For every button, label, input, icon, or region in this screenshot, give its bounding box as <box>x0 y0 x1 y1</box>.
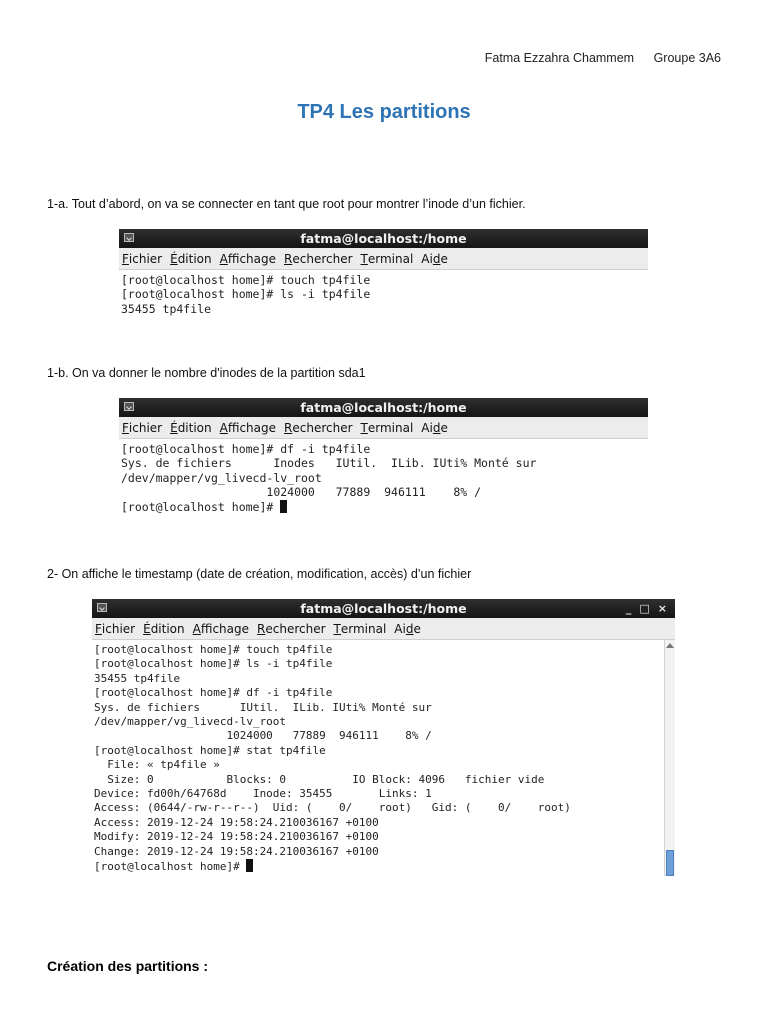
terminal-app-icon <box>124 233 134 242</box>
terminal-prompt: [root@localhost home]# <box>121 499 281 514</box>
terminal-menubar <box>92 618 675 640</box>
menu-edition[interactable]: Édition <box>143 622 185 636</box>
terminal-titlebar <box>92 599 675 618</box>
window-controls <box>620 599 669 618</box>
terminal-line: [root@localhost home]# ls -i tp4file <box>121 287 371 302</box>
terminal-prompt-line <box>94 859 663 874</box>
menu-affichage[interactable]: Affichage <box>219 421 277 435</box>
terminal-line: [root@localhost home]# stat tp4file <box>94 743 326 757</box>
terminal-window-2 <box>119 398 648 516</box>
terminal-output[interactable] <box>92 640 663 875</box>
menu-terminal[interactable]: Terminal <box>333 622 387 636</box>
menu-aide[interactable]: Aide <box>421 421 448 435</box>
menu-terminal[interactable]: Terminal <box>360 252 414 266</box>
menu-aide[interactable]: Aide <box>394 622 421 636</box>
terminal-line: [root@localhost home]# touch tp4file <box>94 643 333 656</box>
menu-affichage[interactable]: Affichage <box>219 252 277 266</box>
terminal-prompt-line <box>121 500 648 514</box>
terminal-line: 1024000 77889 946111 8% / <box>121 485 482 500</box>
paragraph-1b: 1-b. On va donner le nombre d'inodes de la partition sda1 <box>47 366 366 380</box>
scroll-up-arrow-icon[interactable] <box>666 643 674 648</box>
terminal-title: fatma@localhost:/home <box>300 601 467 616</box>
terminal-line: /dev/mapper/vg_livecd-lv_root <box>121 470 322 485</box>
menu-rechercher[interactable]: Rechercher <box>257 622 326 636</box>
terminal-window-3 <box>92 599 675 876</box>
text-cursor <box>246 859 253 872</box>
menu-affichage[interactable]: Affichage <box>192 622 250 636</box>
scroll-thumb[interactable] <box>666 850 674 876</box>
group-label: Groupe 3A6 <box>653 51 721 65</box>
minimize-icon[interactable]: _ <box>625 602 634 615</box>
menu-rechercher[interactable]: Rechercher <box>284 252 353 266</box>
menu-fichier[interactable]: Fichier <box>122 252 163 266</box>
terminal-line: 35455 tp4file <box>121 301 212 316</box>
terminal-output[interactable] <box>119 439 648 514</box>
menu-edition[interactable]: Édition <box>170 421 212 435</box>
terminal-prompt: [root@localhost home]# <box>94 860 247 874</box>
close-icon[interactable]: × <box>657 602 669 615</box>
terminal-menubar <box>119 248 648 270</box>
terminal-line: Size: 0 Blocks: 0 IO Block: 4096 fichier vide <box>94 772 545 786</box>
maximize-icon[interactable]: □ <box>639 602 652 615</box>
terminal-app-icon <box>124 402 134 411</box>
terminal-title: fatma@localhost:/home <box>300 231 467 246</box>
terminal-output[interactable] <box>119 270 648 316</box>
author-name: Fatma Ezzahra Chammem <box>484 51 635 65</box>
menu-rechercher[interactable]: Rechercher <box>284 421 353 435</box>
paragraph-2: 2- On affiche le timestamp (date de création, modification, accès) d’un fichier <box>47 567 472 581</box>
terminal-line: [root@localhost home]# touch tp4file <box>121 273 371 287</box>
paragraph-1a: 1-a. Tout d’abord, on va se connecter en tant que root pour montrer l’inode d’un fichier. <box>47 197 526 211</box>
terminal-line: 1024000 77889 946111 8% / <box>94 729 432 743</box>
terminal-line: Device: fd00h/64768d Inode: 35455 Links: 1 <box>94 787 432 801</box>
menu-terminal[interactable]: Terminal <box>360 421 414 435</box>
terminal-line: /dev/mapper/vg_livecd-lv_root <box>94 715 287 729</box>
terminal-menubar <box>119 417 648 439</box>
menu-fichier[interactable]: Fichier <box>122 421 163 435</box>
terminal-line: Sys. de fichiers IUtil. ILib. IUti% Monté sur <box>94 700 432 714</box>
terminal-titlebar <box>119 398 648 417</box>
terminal-title: fatma@localhost:/home <box>300 400 467 415</box>
terminal-line: Access: (0644/-rw-r--r--) Uid: ( 0/ root) Gid: ( 0/ root) <box>94 801 571 815</box>
terminal-line: Modify: 2019-12-24 19:58:24.210036167 +0100 <box>94 830 379 844</box>
document-title: TP4 Les partitions <box>297 101 471 123</box>
terminal-window-1 <box>119 229 648 319</box>
text-cursor <box>280 500 287 513</box>
terminal-line: 35455 tp4file <box>94 671 181 685</box>
menu-edition[interactable]: Édition <box>170 252 212 266</box>
terminal-app-icon <box>97 603 107 612</box>
document-header <box>485 51 721 65</box>
terminal-line: Access: 2019-12-24 19:58:24.210036167 +0100 <box>94 815 379 829</box>
menu-fichier[interactable]: Fichier <box>95 622 136 636</box>
terminal-line: [root@localhost home]# df -i tp4file <box>121 442 371 456</box>
section-heading-partitions: Création des partitions : <box>47 958 209 974</box>
terminal-titlebar <box>119 229 648 248</box>
terminal-line: [root@localhost home]# ls -i tp4file <box>94 657 333 671</box>
terminal-line: Change: 2019-12-24 19:58:24.210036167 +0100 <box>94 844 379 858</box>
terminal-line: File: « tp4file » <box>94 758 220 772</box>
menu-aide[interactable]: Aide <box>421 252 448 266</box>
terminal-line: Sys. de fichiers Inodes IUtil. ILib. IUti% Monté sur <box>121 456 537 471</box>
terminal-scrollbar[interactable] <box>664 640 675 876</box>
terminal-line: [root@localhost home]# df -i tp4file <box>94 686 333 700</box>
